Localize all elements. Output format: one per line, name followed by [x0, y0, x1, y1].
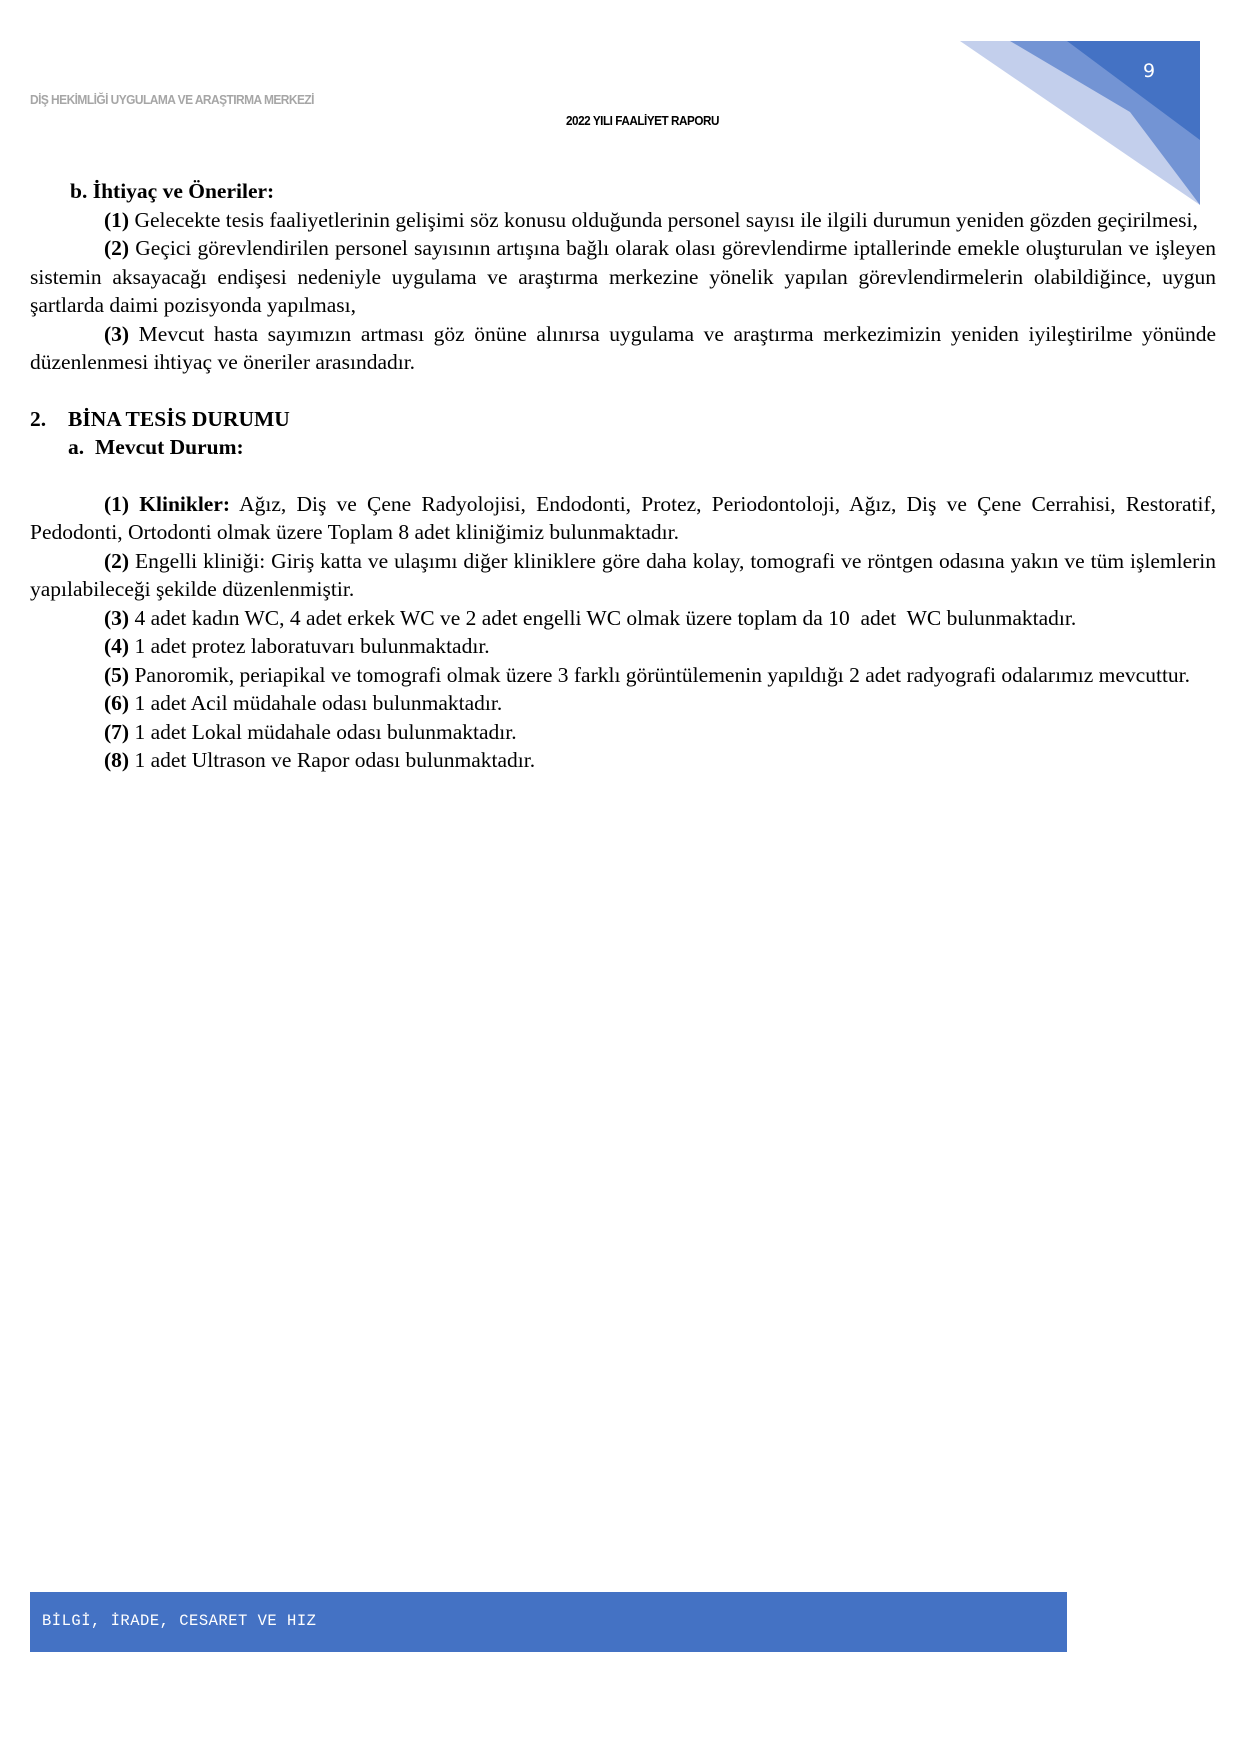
facility-item	[30, 547, 1216, 604]
report-title: 2022 YILI FAALİYET RAPORU	[566, 113, 720, 128]
organization-name: DİŞ HEKİMLİĞİ UYGULAMA VE ARAŞTIRMA MERKEZİ	[30, 92, 314, 107]
footer-banner	[30, 1592, 1067, 1652]
subsection-a-heading	[68, 433, 1216, 462]
facility-item	[30, 604, 1216, 633]
item-number: (1)	[104, 491, 130, 516]
item-number: (2)	[104, 236, 130, 260]
item-text: Engelli kliniği: Giriş katta ve ulaşımı diğer kliniklere göre daha kolay, tomografi ve röntgen odasına yakın ve tüm işlemlerin yapılabileceği şekilde düzenlenmiştir.	[30, 548, 1216, 601]
subsection-number: a.	[68, 435, 85, 459]
subsection-title: Mevcut Durum:	[95, 435, 244, 459]
section-number: 2.	[30, 406, 47, 431]
item-text: 4 adet kadın WC, 4 adet erkek WC ve 2 adet engelli WC olmak üzere toplam da 10 adet WC bulunmaktadır.	[129, 605, 1077, 630]
item-label: Klinikler:	[129, 491, 231, 516]
facility-item	[30, 718, 1216, 747]
facility-item	[30, 632, 1216, 661]
item-number: (4)	[104, 634, 130, 658]
section-title: BİNA TESİS DURUMU	[68, 406, 290, 431]
item-number: (3)	[104, 321, 130, 346]
footer-motto: BİLGİ, İRADE, CESARET VE HIZ	[42, 1612, 317, 1630]
section-2-heading	[30, 405, 1216, 434]
item-text: Panoromik, periapikal ve tomografi olmak üzere 3 farklı görüntülemenin yapıldığı 2 adet radyografi odalarımız mevcuttur.	[129, 662, 1191, 687]
item-text: 1 adet Acil müdahale odası bulunmaktadır.	[129, 691, 503, 715]
item-number: (1)	[104, 207, 130, 232]
item-number: (7)	[104, 719, 130, 744]
item-number: (5)	[104, 662, 130, 687]
item-text: 1 adet Lokal müdahale odası bulunmaktadır.	[129, 719, 517, 744]
item-number: (2)	[104, 548, 130, 573]
section-b-heading: b. İhtiyaç ve Öneriler:	[70, 179, 275, 203]
spacer	[30, 462, 1216, 490]
item-text: 1 adet Ultrason ve Rapor odası bulunmaktadır.	[129, 748, 536, 772]
needs-item	[30, 206, 1216, 235]
needs-item	[30, 320, 1216, 377]
item-text: Mevcut hasta sayımızın artması göz önüne alınırsa uygulama ve araştırma merkezimizin yeniden iyileştirilme yönünde düzenlenmesi ihtiyaç ve öneriler arasındadır.	[30, 321, 1216, 374]
item-text: Geçici görevlendirilen personel sayısının artışına bağlı olarak olası görevlendirme iptallerinde emekle oluşturulan ve işleyen sistemin aksayacağı endişesi nedeniyle uygulama ve araştırma merkezine yönelik yapılan görevlendirmelerin olabildiğince, uygun şartlarda daimi pozisyonda yapılması,	[30, 236, 1216, 317]
item-number: (3)	[104, 605, 130, 630]
item-text: Ağız, Diş ve Çene Radyolojisi, Endodonti, Protez, Periodontoloji, Ağız, Diş ve Çene Cerrahisi, Restoratif, Pedodonti, Ortodonti olmak üzere Toplam 8 adet kliniğimiz bulunmaktadır.	[30, 491, 1216, 544]
facility-item	[30, 661, 1216, 690]
facility-item	[30, 689, 1216, 718]
facility-item	[30, 746, 1216, 775]
item-number: (8)	[104, 748, 130, 772]
item-number: (6)	[104, 691, 130, 715]
item-text: 1 adet protez laboratuvarı bulunmaktadır.	[129, 634, 490, 658]
item-text: Gelecekte tesis faaliyetlerinin gelişimi söz konusu olduğunda personel sayısı ile ilgili durumun yeniden gözden geçirilmesi,	[129, 207, 1198, 232]
needs-item	[30, 234, 1216, 320]
page-number: 9	[1143, 60, 1156, 82]
document-body	[30, 177, 1216, 775]
facility-item	[30, 490, 1216, 547]
